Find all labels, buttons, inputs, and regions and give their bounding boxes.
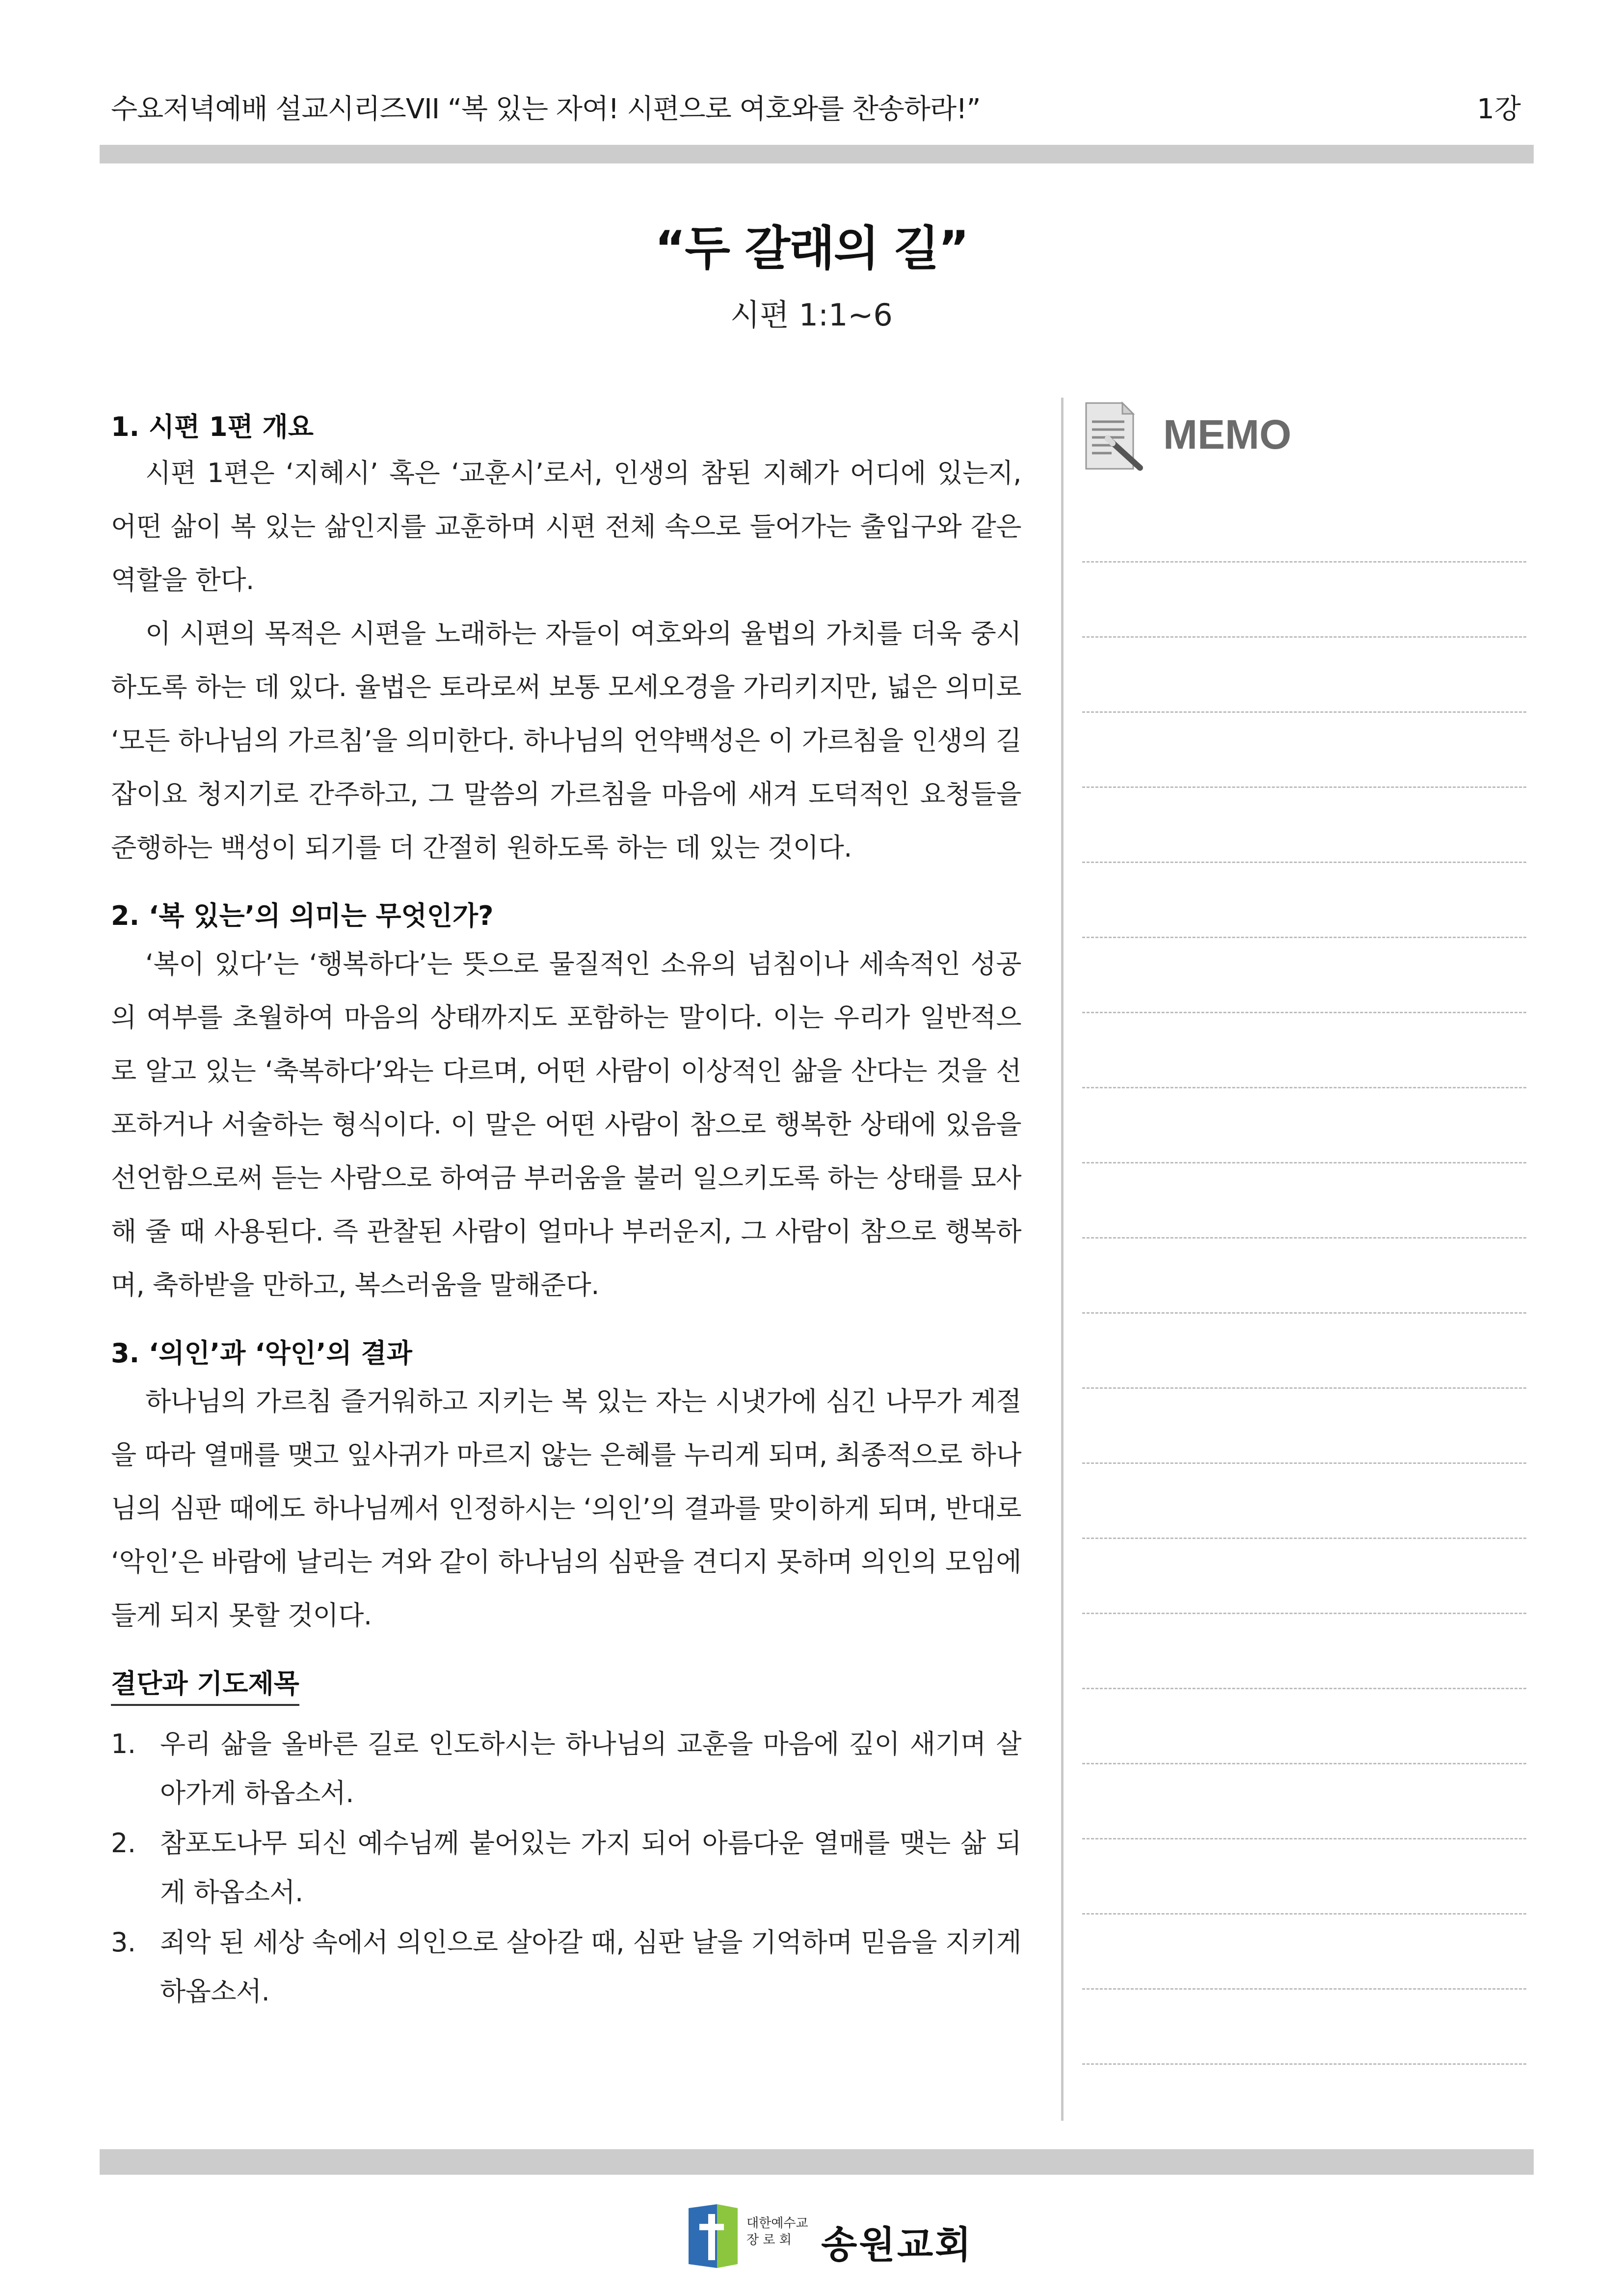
church-name: 송원교회 (821, 2223, 973, 2267)
section-paragraph: ‘복이 있다’는 ‘행복하다’는 뜻으로 물질적인 소유의 넘침이나 세속적인 성공의 여부를 초월하여 마음의 상태까지도 포함하는 말이다. 이는 우리가 일반적으로 알고 있는 ‘축복하다’와는 다르며, 어떤 사람이 이상적인 삶을 산다는 것을 선포하거나 서술하는 형식이다. 이 말은 어떤 사람이 참으로 행복한 상태에 있음을 선언함으로써 듣는 사람으로 하여금 부러움을 불러 일으키도록 하는 상태를 묘사해 줄 때 사용된다. 즉 관찰된 사람이 얼마나 부러운지, 그 사람이 참으로 행복하며, 축하받을 만하고, 복스러움을 말해준다. (111, 948, 1021, 1300)
memo-line (1082, 1913, 1526, 1915)
memo-line (1082, 1387, 1526, 1389)
list-item (111, 1918, 1021, 2016)
list-text: 참포도나무 되신 예수님께 붙어있는 가지 되어 아름다운 열매를 맺는 삶 되게 하옵소서. (160, 1828, 1021, 1908)
memo-line (1082, 636, 1526, 638)
memo-line (1082, 786, 1526, 788)
memo-line (1082, 862, 1526, 863)
memo-document-icon (1082, 400, 1146, 471)
memo-title: MEMO (1163, 411, 1292, 458)
memo-column-divider (1061, 398, 1064, 2121)
sermon-body (111, 410, 1021, 2017)
denomination-line: 장 로 회 (746, 2233, 792, 2247)
memo-line (1082, 1312, 1526, 1314)
section-heading: 3. ‘의인’과 ‘악인’의 결과 (111, 1338, 412, 1369)
denomination-label (746, 2215, 825, 2248)
section-paragraph: 이 시편의 목적은 시편을 노래하는 자들이 여호와의 율법의 가치를 더욱 중시하도록 하는 데 있다. 율법은 토라로써 보통 모세오경을 가리키지만, 넓은 의미로 ‘모든 하나님의 가르침’을 의미한다. 하나님의 언약백성은 이 가르침을 인생의 길잡이요 청지기로 간주하고, 그 말씀의 가르침을 마음에 새겨 도덕적인 요청들을 준행하는 백성이 되기를 더 간절히 원하도록 하는 데 있는 것이다. (111, 618, 1021, 863)
denomination-line: 대한예수교 (746, 2216, 808, 2231)
prayer-heading: 결단과 기도제목 (111, 1667, 299, 1706)
list-text: 죄악 된 세상 속에서 의인으로 살아갈 때, 심판 날을 기억하며 믿음을 지키게 하옵소서. (160, 1927, 1021, 2007)
list-item (111, 1720, 1021, 1818)
list-number: 1. (111, 1729, 136, 1759)
memo-line (1082, 937, 1526, 938)
memo-line (1082, 1237, 1526, 1239)
section-heading: 2. ‘복 있는’의 의미는 무엇인가? (111, 900, 494, 931)
cross-logo-icon (689, 2204, 738, 2268)
memo-line (1082, 2063, 1526, 2065)
memo-line (1082, 1988, 1526, 1990)
memo-line (1082, 1613, 1526, 1614)
section-heading: 1. 시편 1편 개요 (111, 411, 314, 442)
section-blessed-meaning (111, 899, 1021, 1312)
memo-line (1082, 1162, 1526, 1163)
memo-line (1082, 1838, 1526, 1839)
church-footer (689, 2204, 973, 2268)
memo-panel (1082, 400, 1534, 2128)
prayer-section (111, 1667, 1021, 2016)
memo-line (1082, 1012, 1526, 1013)
prayer-list (111, 1720, 1021, 2016)
section-paragraph: 하나님의 가르침 즐거워하고 지키는 복 있는 자는 시냇가에 심긴 나무가 계절을 따라 열매를 맺고 잎사귀가 마르지 않는 은혜를 누리게 되며, 최종적으로 하나님의 심판 때에도 하나님께서 인정하시는 ‘의인’의 결과를 맞이하게 되며, 반대로 ‘악인’은 바람에 날리는 겨와 같이 하나님의 심판을 견디지 못하며 의인의 모임에 들게 되지 못할 것이다. (111, 1386, 1021, 1631)
memo-line (1082, 711, 1526, 713)
list-number: 3. (111, 1927, 136, 1958)
section-righteous-wicked (111, 1336, 1021, 1642)
list-number: 2. (111, 1828, 136, 1859)
top-divider-bar (100, 145, 1534, 163)
scripture-reference: 시편 1:1~6 (730, 297, 893, 333)
header-series-title: 수요저녁예배 설교시리즈VII “복 있는 자여! 시편으로 여호와를 찬송하라!” (111, 93, 981, 125)
list-text: 우리 삶을 올바른 길로 인도하시는 하나님의 교훈을 마음에 깊이 새기며 살아가게 하옵소서. (160, 1729, 1021, 1809)
memo-line (1082, 1462, 1526, 1464)
bottom-divider-bar (100, 2149, 1534, 2175)
section-overview (111, 410, 1021, 874)
memo-header (1082, 400, 1534, 474)
memo-line (1082, 1763, 1526, 1764)
section-paragraph: 시편 1편은 ‘지혜시’ 혹은 ‘교훈시’로서, 인생의 참된 지혜가 어디에 있는지, 어떤 삶이 복 있는 삶인지를 교훈하며 시편 전체 속으로 들어가는 출입구와 같은 역할을 한다. (111, 458, 1021, 595)
memo-line (1082, 1688, 1526, 1689)
header-lesson-number: 1강 (1477, 93, 1521, 125)
list-item (111, 1819, 1021, 1917)
memo-line (1082, 1087, 1526, 1088)
sermon-title: “두 갈래의 길” (655, 221, 968, 276)
memo-line (1082, 561, 1526, 563)
memo-line (1082, 1538, 1526, 1539)
